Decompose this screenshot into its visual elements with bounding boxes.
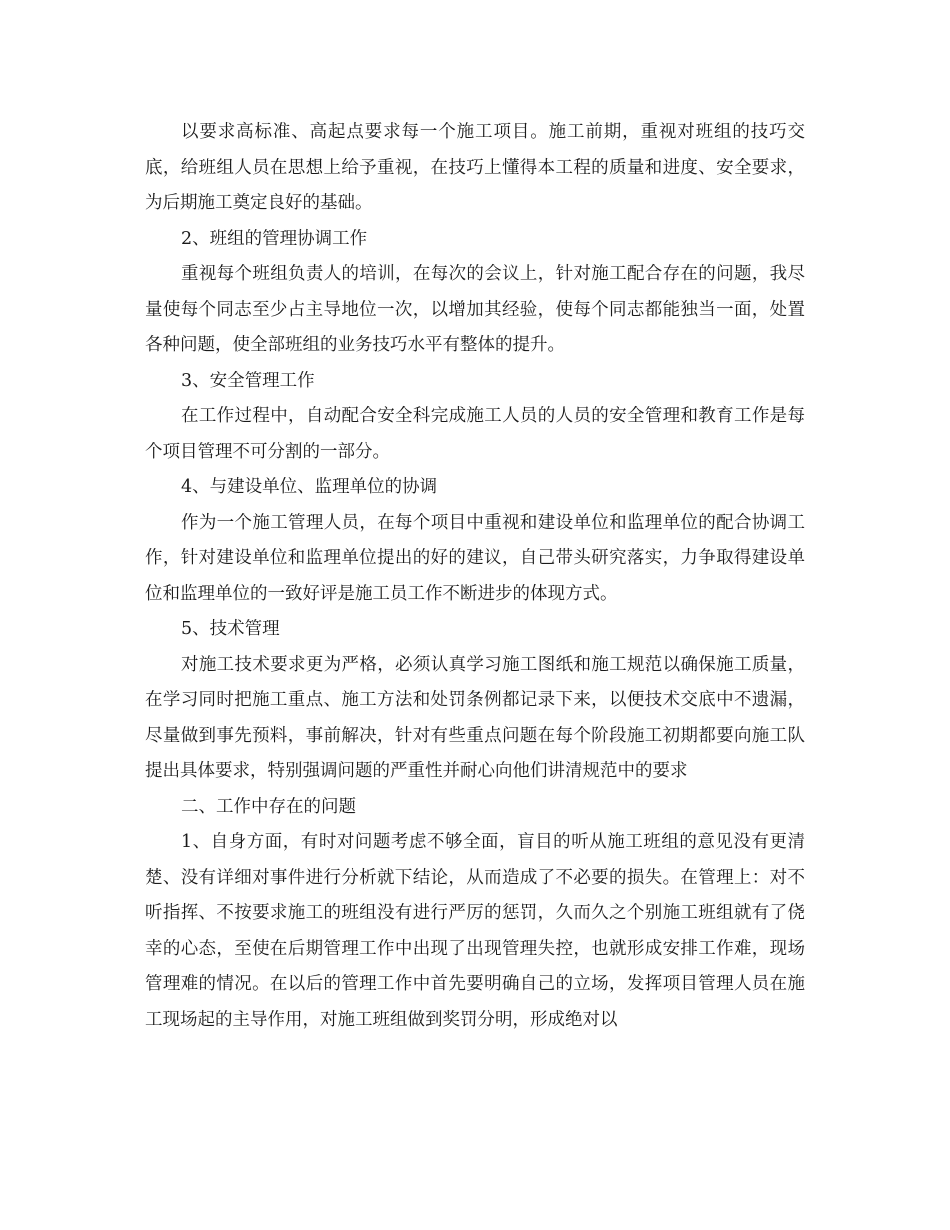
- paragraph-team-coordination: 重视每个班组负责人的培训，在每次的会议上，针对施工配合存在的问题，我尽量使每个同志至少占主导地位一次，以增加其经验，使每个同志都能独当一面，处置各种问题，使全部班组的业务技巧水平有整体的提升。: [145, 264, 805, 355]
- heading-technical-management: 5、技术管理: [181, 619, 280, 639]
- heading-safety-management: 3、安全管理工作: [181, 370, 315, 391]
- heading-existing-problems: 二、工作中存在的问题: [181, 796, 356, 817]
- paragraph-client-coordination: 作为一个施工管理人员，在每个项目中重视和建设单位和监理单位的配合协调工作，针对建设单位和监理单位提出的好的建议，自己带头研究落实，力争取得建设单位和监理单位的一致好评是施工员工作不断进步的体现方式。: [145, 512, 805, 604]
- document-body: [145, 115, 805, 1038]
- heading-client-coordination: 4、与建设单位、监理单位的协调: [181, 477, 438, 497]
- paragraph-self-aspect: 1、自身方面，有时对问题考虑不够全面，盲目的听从施工班组的意见没有更清楚、没有详细对事件进行分析就下结论，从而造成了不必要的损失。在管理上：对不听指挥、不按要求施工的班组没有进行严厉的惩罚，久而久之个别施工班组就有了侥幸的心态，至使在后期管理工作中出现了出现管理失控，也就形成安排工作难，现场管理难的情况。在以后的管理工作中首先要明确自己的立场，发挥项目管理人员在施工现场起的主导作用，对施工班组做到奖罚分明，形成绝对以: [145, 832, 805, 1030]
- heading-team-coordination: 2、班组的管理协调工作: [181, 228, 368, 249]
- paragraph-technical-management: 对施工技术要求更为严格，必须认真学习施工图纸和施工规范以确保施工质量，在学习同时把施工重点、施工方法和处罚条例都记录下来，以便技术交底中不遗漏，尽量做到事先预料，事前解决，针对有些重点问题在每个阶段施工初期都要向施工队提出具体要求，特别强调问题的严重性并耐心向他们讲清规范中的要求: [145, 654, 805, 781]
- paragraph-intro: 以要求高标准、高起点要求每一个施工项目。施工前期，重视对班组的技巧交底，给班组人员在思想上给予重视，在技巧上懂得本工程的质量和进度、安全要求，为后期施工奠定良好的基础。: [145, 122, 805, 213]
- paragraph-safety-management: 在工作过程中，自动配合安全科完成施工人员的人员的安全管理和教育工作是每个项目管理不可分割的一部分。: [145, 406, 805, 462]
